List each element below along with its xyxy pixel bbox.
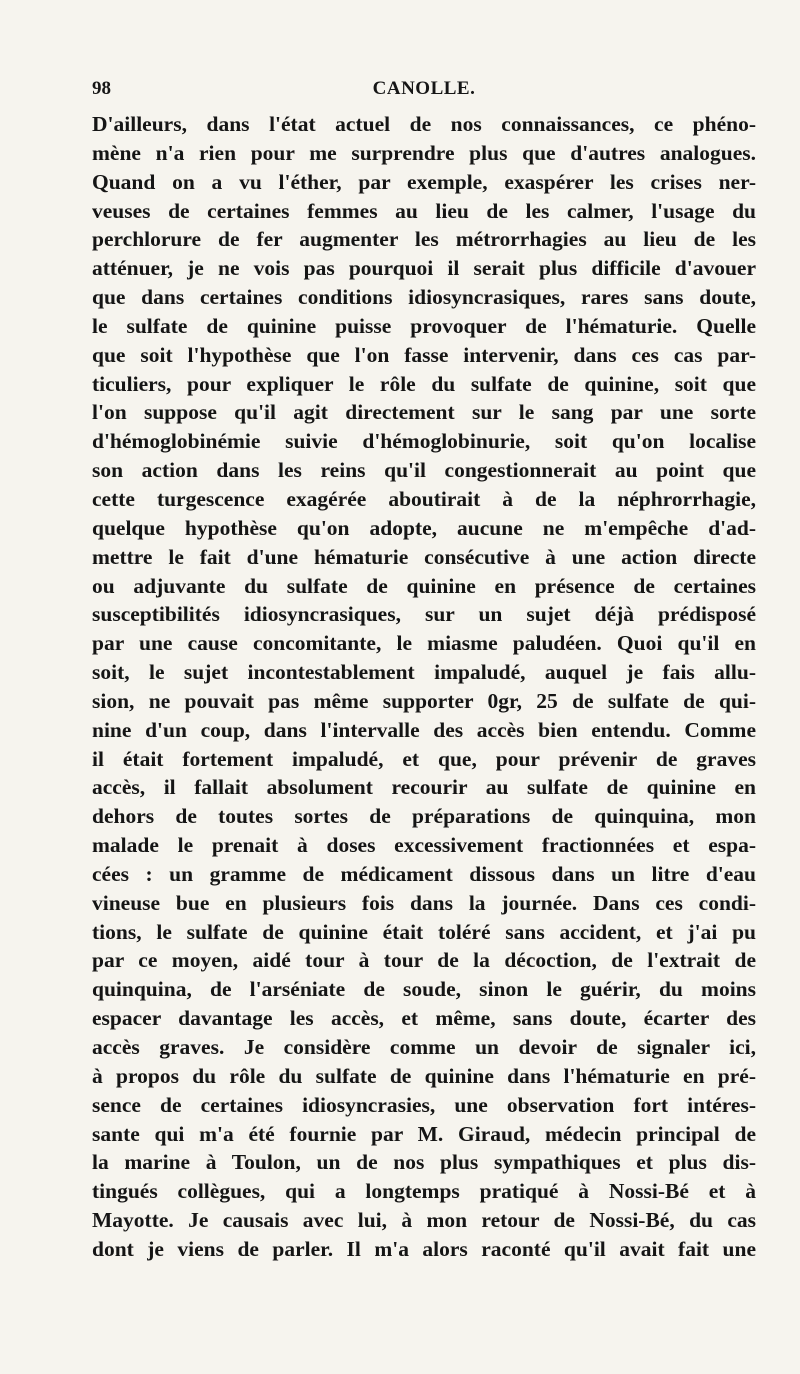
- text-line: son action dans les reins qu'il congestionnerait au point que: [92, 458, 756, 483]
- text-line: D'ailleurs, dans l'état actuel de nos connaissances, ce phéno-: [92, 112, 756, 136]
- text-line: le sulfate de quinine puisse provoquer de l'hématurie. Quelle: [92, 313, 756, 338]
- text-line: sence de certaines idiosyncrasies, une observation fort intéres-: [92, 1092, 756, 1117]
- text-line: que soit l'hypothèse que l'on fasse intervenir, dans ces cas par-: [92, 342, 756, 367]
- text-line: sante qui m'a été fournie par M. Giraud, médecin principal de: [92, 1121, 756, 1146]
- text-line: accès graves. Je considère comme un devoir de signaler ici,: [92, 1035, 756, 1059]
- text-line: cette turgescence exagérée aboutirait à de la néphrorrhagie,: [92, 486, 756, 511]
- text-line: accès, il fallait absolument recourir au sulfate de quinine en: [92, 775, 756, 800]
- text-line: la marine à Toulon, un de nos plus sympathiques et plus dis-: [92, 1150, 756, 1175]
- text-line: tions, le sulfate de quinine était toléré sans accident, et j'ai pu: [92, 919, 756, 944]
- text-line: l'on suppose qu'il agit directement sur le sang par une sorte: [92, 400, 756, 425]
- text-line: tingués collègues, qui a longtemps pratiqué à Nossi-Bé et à: [92, 1179, 756, 1204]
- text-line: cées : un gramme de médicament dissous dans un litre d'eau: [92, 861, 756, 886]
- text-line: dont je viens de parler. Il m'a alors raconté qu'il avait fait une: [92, 1236, 756, 1261]
- body-paragraph: [92, 110, 756, 1264]
- text-line: ticuliers, pour expliquer le rôle du sulfate de quinine, soit que: [92, 371, 756, 396]
- text-line: sion, ne pouvait pas même supporter 0gr, 25 de sulfate de qui-: [92, 688, 756, 713]
- text-line: que dans certaines conditions idiosyncrasiques, rares sans doute,: [92, 285, 756, 310]
- text-line: ou adjuvante du sulfate de quinine en présence de certaines: [92, 573, 756, 598]
- text-line: Quand on a vu l'éther, par exemple, exaspérer les crises ner-: [92, 169, 756, 194]
- text-line: à propos du rôle du sulfate de quinine dans l'hématurie en pré-: [92, 1063, 756, 1088]
- text-line: quelque hypothèse qu'on adopte, aucune ne m'empêche d'ad-: [92, 515, 756, 540]
- text-line: nine d'un coup, dans l'intervalle des accès bien entendu. Comme: [92, 717, 756, 742]
- text-line: atténuer, je ne vois pas pourquoi il serait plus difficile d'avouer: [92, 256, 756, 281]
- running-head: CANOLLE.: [372, 78, 476, 99]
- text-line: vineuse bue en plusieurs fois dans la journée. Dans ces condi-: [92, 890, 756, 915]
- text-line: soit, le sujet incontestablement impaludé, auquel je fais allu-: [92, 660, 756, 685]
- page-header: [92, 78, 756, 108]
- text-line: il était fortement impaludé, et que, pour prévenir de graves: [92, 746, 756, 771]
- text-line: par ce moyen, aidé tour à tour de la décoction, de l'extrait de: [92, 948, 756, 973]
- text-line: Mayotte. Je causais avec lui, à mon retour de Nossi-Bé, du cas: [92, 1208, 756, 1233]
- text-line: mène n'a rien pour me surprendre plus que d'autres analogues.: [92, 140, 756, 165]
- page-number: 98: [92, 78, 111, 99]
- text-line: par une cause concomitante, le miasme paludéen. Quoi qu'il en: [92, 631, 756, 656]
- text-line: malade le prenait à doses excessivement fractionnées et espa-: [92, 833, 756, 858]
- text-line: quinquina, de l'arséniate de soude, sinon le guérir, du moins: [92, 977, 756, 1002]
- text-line: veuses de certaines femmes au lieu de les calmer, l'usage du: [92, 198, 756, 223]
- text-line: d'hémoglobinémie suivie d'hémoglobinurie, soit qu'on localise: [92, 429, 756, 454]
- text-line: susceptibilités idiosyncrasiques, sur un sujet déjà prédisposé: [92, 602, 756, 627]
- text-line: mettre le fait d'une hématurie consécutive à une action directe: [92, 544, 756, 569]
- text-line: dehors de toutes sortes de préparations de quinquina, mon: [92, 804, 756, 829]
- text-line: perchlorure de fer augmenter les métrorrhagies au lieu de les: [92, 227, 756, 252]
- text-line: espacer davantage les accès, et même, sans doute, écarter des: [92, 1006, 756, 1031]
